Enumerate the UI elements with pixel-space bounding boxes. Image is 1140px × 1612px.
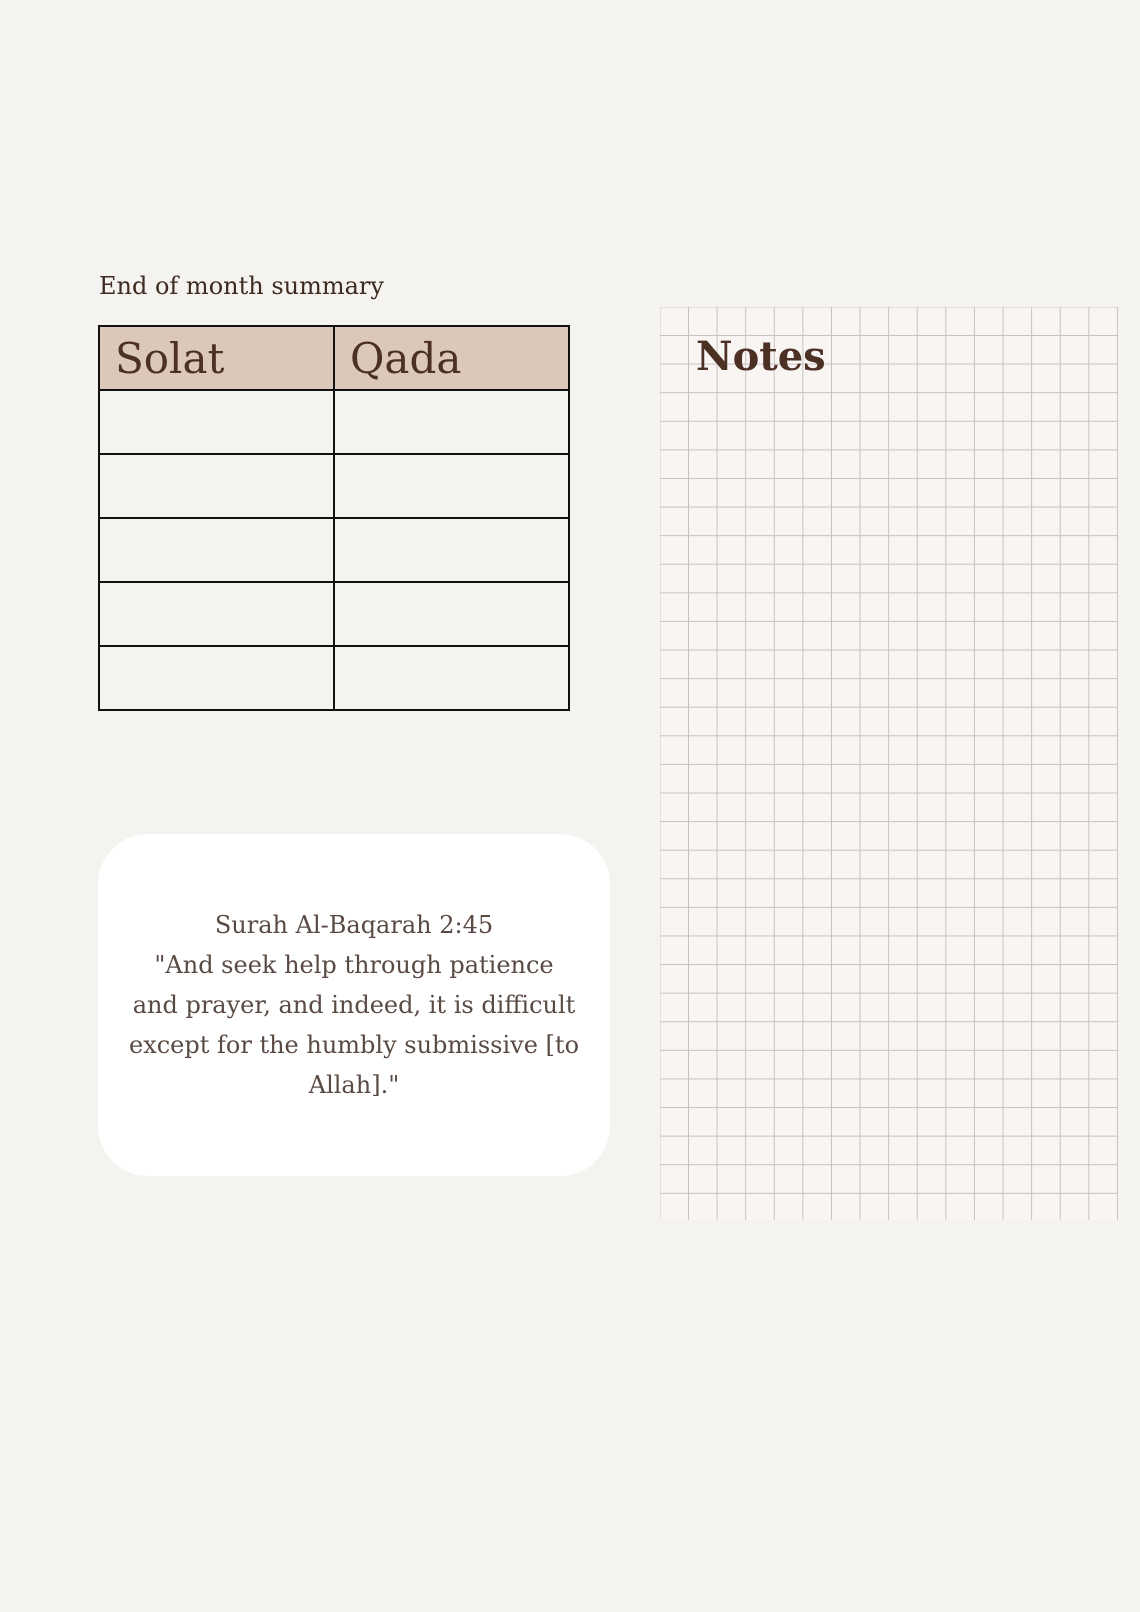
table-cell-solat[interactable]: [99, 646, 334, 710]
table-cell-qada[interactable]: [334, 390, 569, 454]
table-cell-qada[interactable]: [334, 518, 569, 582]
table-cell-solat[interactable]: [99, 582, 334, 646]
table-cell-solat[interactable]: [99, 518, 334, 582]
table-cell-solat[interactable]: [99, 454, 334, 518]
table-row: [99, 518, 569, 582]
summary-title: End of month summary: [99, 272, 384, 300]
column-header-qada: Qada: [334, 326, 569, 390]
table-row: [99, 390, 569, 454]
verse-reference: Surah Al-Baqarah 2:45: [214, 911, 494, 939]
table-cell-qada[interactable]: [334, 454, 569, 518]
table-cell-solat[interactable]: [99, 390, 334, 454]
table-row: [99, 454, 569, 518]
notes-title: Notes: [696, 333, 826, 380]
table-cell-qada[interactable]: [334, 582, 569, 646]
summary-table: [98, 325, 570, 711]
verse-card: [98, 834, 610, 1176]
table-row: [99, 582, 569, 646]
verse-text: "And seek help through patience and prayer, and indeed, it is difficult except for the humbly submissive [to Allah].": [129, 951, 580, 1099]
notes-grid-panel[interactable]: [660, 307, 1118, 1220]
table-row: [99, 646, 569, 710]
table-cell-qada[interactable]: [334, 646, 569, 710]
table-header-row: [99, 326, 569, 390]
column-header-solat: Solat: [99, 326, 334, 390]
